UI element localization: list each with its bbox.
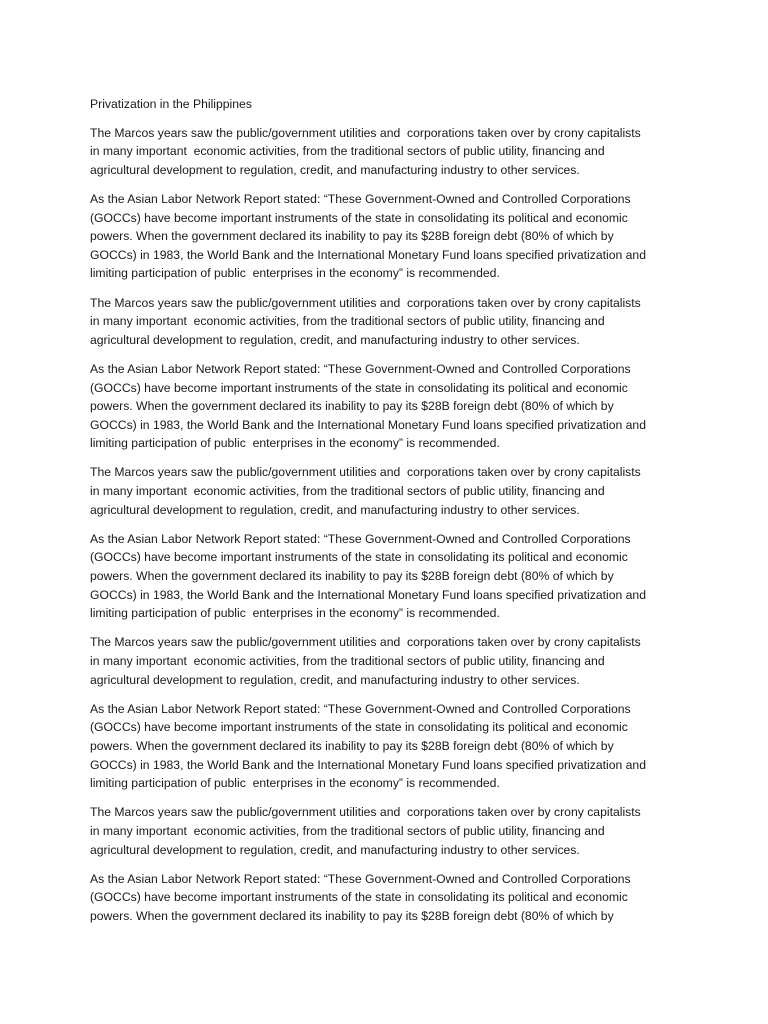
paragraph-line: (GOCCs) have become important instruments of the state in consolidating its political and economic	[90, 550, 628, 565]
paragraph	[90, 360, 698, 453]
paragraph	[90, 700, 698, 793]
paragraph-line: As the Asian Labor Network Report stated: “These Government-Owned and Controlled Corporations	[90, 871, 631, 886]
paragraph	[90, 463, 698, 519]
paragraph	[90, 633, 698, 689]
paragraph-line: limiting participation of public enterprises in the economy” is recommended.	[90, 266, 500, 281]
paragraph-line: (GOCCs) have become important instruments of the state in consolidating its political and economic	[90, 210, 628, 225]
paragraph-line: (GOCCs) have become important instruments of the state in consolidating its political and economic	[90, 890, 628, 905]
paragraph-line: agricultural development to regulation, credit, and manufacturing industry to other services.	[90, 842, 580, 857]
paragraph-line: agricultural development to regulation, credit, and manufacturing industry to other services.	[90, 162, 580, 177]
paragraph-line: agricultural development to regulation, credit, and manufacturing industry to other services.	[90, 672, 580, 687]
paragraph-line: powers. When the government declared its inability to pay its $28B foreign debt (80% of which by	[90, 229, 614, 244]
paragraph-line: powers. When the government declared its inability to pay its $28B foreign debt (80% of which by	[90, 738, 614, 753]
paragraph-line: in many important economic activities, from the traditional sectors of public utility, financing and	[90, 823, 605, 838]
paragraph	[90, 803, 698, 859]
paragraph-line: As the Asian Labor Network Report stated: “These Government-Owned and Controlled Corporations	[90, 361, 631, 376]
paragraph-line: As the Asian Labor Network Report stated: “These Government-Owned and Controlled Corporations	[90, 191, 631, 206]
paragraph	[90, 294, 698, 350]
paragraph-line: GOCCs) in 1983, the World Bank and the International Monetary Fund loans specified privatization and	[90, 417, 646, 432]
paragraph-line: limiting participation of public enterprises in the economy” is recommended.	[90, 606, 500, 621]
document-title: Privatization in the Philippines	[90, 97, 252, 111]
paragraph-line: The Marcos years saw the public/government utilities and corporations taken over by crony capitalists	[90, 295, 641, 310]
paragraph-line: As the Asian Labor Network Report stated: “These Government-Owned and Controlled Corporations	[90, 701, 631, 716]
paragraph-line: (GOCCs) have become important instruments of the state in consolidating its political and economic	[90, 380, 628, 395]
paragraph-line: powers. When the government declared its inability to pay its $28B foreign debt (80% of which by	[90, 908, 614, 923]
paragraph-line: The Marcos years saw the public/government utilities and corporations taken over by crony capitalists	[90, 465, 641, 480]
paragraph-line: powers. When the government declared its inability to pay its $28B foreign debt (80% of which by	[90, 399, 614, 414]
paragraph-line: powers. When the government declared its inability to pay its $28B foreign debt (80% of which by	[90, 569, 614, 584]
document-body	[90, 124, 698, 926]
paragraph-line: As the Asian Labor Network Report stated: “These Government-Owned and Controlled Corporations	[90, 531, 631, 546]
paragraph-line: The Marcos years saw the public/government utilities and corporations taken over by crony capitalists	[90, 805, 641, 820]
paragraph	[90, 530, 698, 623]
paragraph-line: GOCCs) in 1983, the World Bank and the International Monetary Fund loans specified privatization and	[90, 587, 646, 602]
paragraph-line: in many important economic activities, from the traditional sectors of public utility, financing and	[90, 654, 605, 668]
paragraph-line: limiting participation of public enterprises in the economy” is recommended.	[90, 776, 500, 791]
paragraph-line: limiting participation of public enterprises in the economy” is recommended.	[90, 436, 500, 451]
paragraph-line: agricultural development to regulation, credit, and manufacturing industry to other services.	[90, 502, 580, 517]
paragraph	[90, 124, 698, 180]
paragraph	[90, 870, 698, 926]
paragraph-line: in many important economic activities, from the traditional sectors of public utility, financing and	[90, 144, 605, 159]
paragraph-line: GOCCs) in 1983, the World Bank and the International Monetary Fund loans specified privatization and	[90, 247, 646, 262]
paragraph-line: The Marcos years saw the public/government utilities and corporations taken over by crony capitalists	[90, 125, 641, 140]
paragraph-line: in many important economic activities, from the traditional sectors of public utility, financing and	[90, 314, 605, 329]
paragraph-line: in many important economic activities, from the traditional sectors of public utility, financing and	[90, 484, 605, 499]
paragraph-line: GOCCs) in 1983, the World Bank and the International Monetary Fund loans specified privatization and	[90, 757, 646, 772]
paragraph-line: The Marcos years saw the public/government utilities and corporations taken over by crony capitalists	[90, 635, 641, 650]
paragraph-line: (GOCCs) have become important instruments of the state in consolidating its political and economic	[90, 720, 628, 735]
paragraph-line: agricultural development to regulation, credit, and manufacturing industry to other services.	[90, 332, 580, 347]
paragraph	[90, 190, 698, 283]
